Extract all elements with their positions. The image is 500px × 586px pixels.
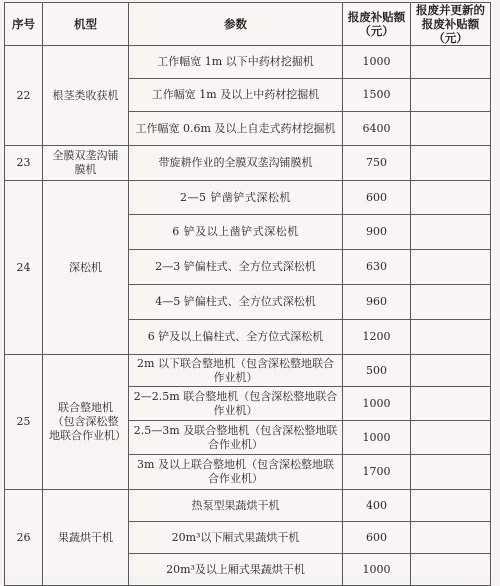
type-cell: 根茎类收获机 <box>43 46 129 146</box>
renew-cell <box>411 46 491 79</box>
renew-cell <box>411 421 491 455</box>
table-header-row <box>5 3 491 46</box>
table-row <box>5 46 491 79</box>
seq-cell: 24 <box>5 181 43 355</box>
amount-cell: 1000 <box>343 421 411 455</box>
amount-cell: 960 <box>343 285 411 320</box>
header-renew-subsidy: 报废并更新的报废补贴额（元） <box>411 3 491 46</box>
header-params: 参数 <box>129 3 343 46</box>
amount-cell: 900 <box>343 215 411 250</box>
seq-cell: 25 <box>5 355 43 490</box>
type-cell: 深松机 <box>43 181 129 355</box>
type-cell: 全膜双垄沟铺膜机 <box>43 146 129 181</box>
table-row <box>5 355 491 387</box>
header-subsidy: 报废补贴额（元） <box>343 3 411 46</box>
subsidy-table-page <box>4 2 494 576</box>
amount-cell: 1700 <box>343 455 411 490</box>
table-row <box>5 181 491 215</box>
renew-cell <box>411 355 491 387</box>
subsidy-table <box>4 2 491 586</box>
renew-cell <box>411 554 491 586</box>
type-cell: 联合整地机（包含深松整地联合作业机） <box>43 355 129 490</box>
amount-cell: 630 <box>343 250 411 285</box>
amount-cell: 600 <box>343 522 411 554</box>
renew-cell <box>411 146 491 181</box>
amount-cell: 1500 <box>343 79 411 112</box>
amount-cell: 1200 <box>343 320 411 355</box>
param-cell: 4—5 铲偏柱式、全方位式深松机 <box>129 285 343 320</box>
param-cell: 热泵型果蔬烘干机 <box>129 490 343 522</box>
param-cell: 20m³及以上厢式果蔬烘干机 <box>129 554 343 586</box>
renew-cell <box>411 285 491 320</box>
param-cell: 2m 以下联合整地机（包含深松整地联合作业机） <box>129 355 343 387</box>
param-cell: 6 铲及以上偏柱式、全方位式深松机 <box>129 320 343 355</box>
renew-cell <box>411 250 491 285</box>
table-row <box>5 146 491 181</box>
renew-cell <box>411 320 491 355</box>
amount-cell: 400 <box>343 490 411 522</box>
amount-cell: 500 <box>343 355 411 387</box>
amount-cell: 750 <box>343 146 411 181</box>
renew-cell <box>411 490 491 522</box>
renew-cell <box>411 112 491 146</box>
param-cell: 20m³以下厢式果蔬烘干机 <box>129 522 343 554</box>
amount-cell: 1000 <box>343 554 411 586</box>
amount-cell: 6400 <box>343 112 411 146</box>
param-cell: 带旋耕作业的全膜双垄沟铺膜机 <box>129 146 343 181</box>
table-row <box>5 490 491 522</box>
renew-cell <box>411 181 491 215</box>
amount-cell: 1000 <box>343 46 411 79</box>
header-seq: 序号 <box>5 3 43 46</box>
param-cell: 2—5 铲凿铲式深松机 <box>129 181 343 215</box>
param-cell: 2—3 铲偏柱式、全方位式深松机 <box>129 250 343 285</box>
renew-cell <box>411 522 491 554</box>
param-cell: 2—2.5m 联合整地机（包含深松整地联合作业机） <box>129 387 343 421</box>
param-cell: 工作幅宽 1m 以下中药材挖掘机 <box>129 46 343 79</box>
renew-cell <box>411 79 491 112</box>
seq-cell: 26 <box>5 490 43 586</box>
param-cell: 工作幅宽 0.6m 及以上自走式药材挖掘机 <box>129 112 343 146</box>
seq-cell: 22 <box>5 46 43 146</box>
amount-cell: 600 <box>343 181 411 215</box>
amount-cell: 1000 <box>343 387 411 421</box>
seq-cell: 23 <box>5 146 43 181</box>
param-cell: 3m 及以上联合整地机（包含深松整地联合作业机） <box>129 455 343 490</box>
header-type: 机型 <box>43 3 129 46</box>
renew-cell <box>411 215 491 250</box>
param-cell: 2.5—3m 及联合整地机（包含深松整地联合作业机） <box>129 421 343 455</box>
renew-cell <box>411 455 491 490</box>
renew-cell <box>411 387 491 421</box>
param-cell: 6 铲及以上凿铲式深松机 <box>129 215 343 250</box>
param-cell: 工作幅宽 1m 及以上中药材挖掘机 <box>129 79 343 112</box>
type-cell: 果蔬烘干机 <box>43 490 129 586</box>
